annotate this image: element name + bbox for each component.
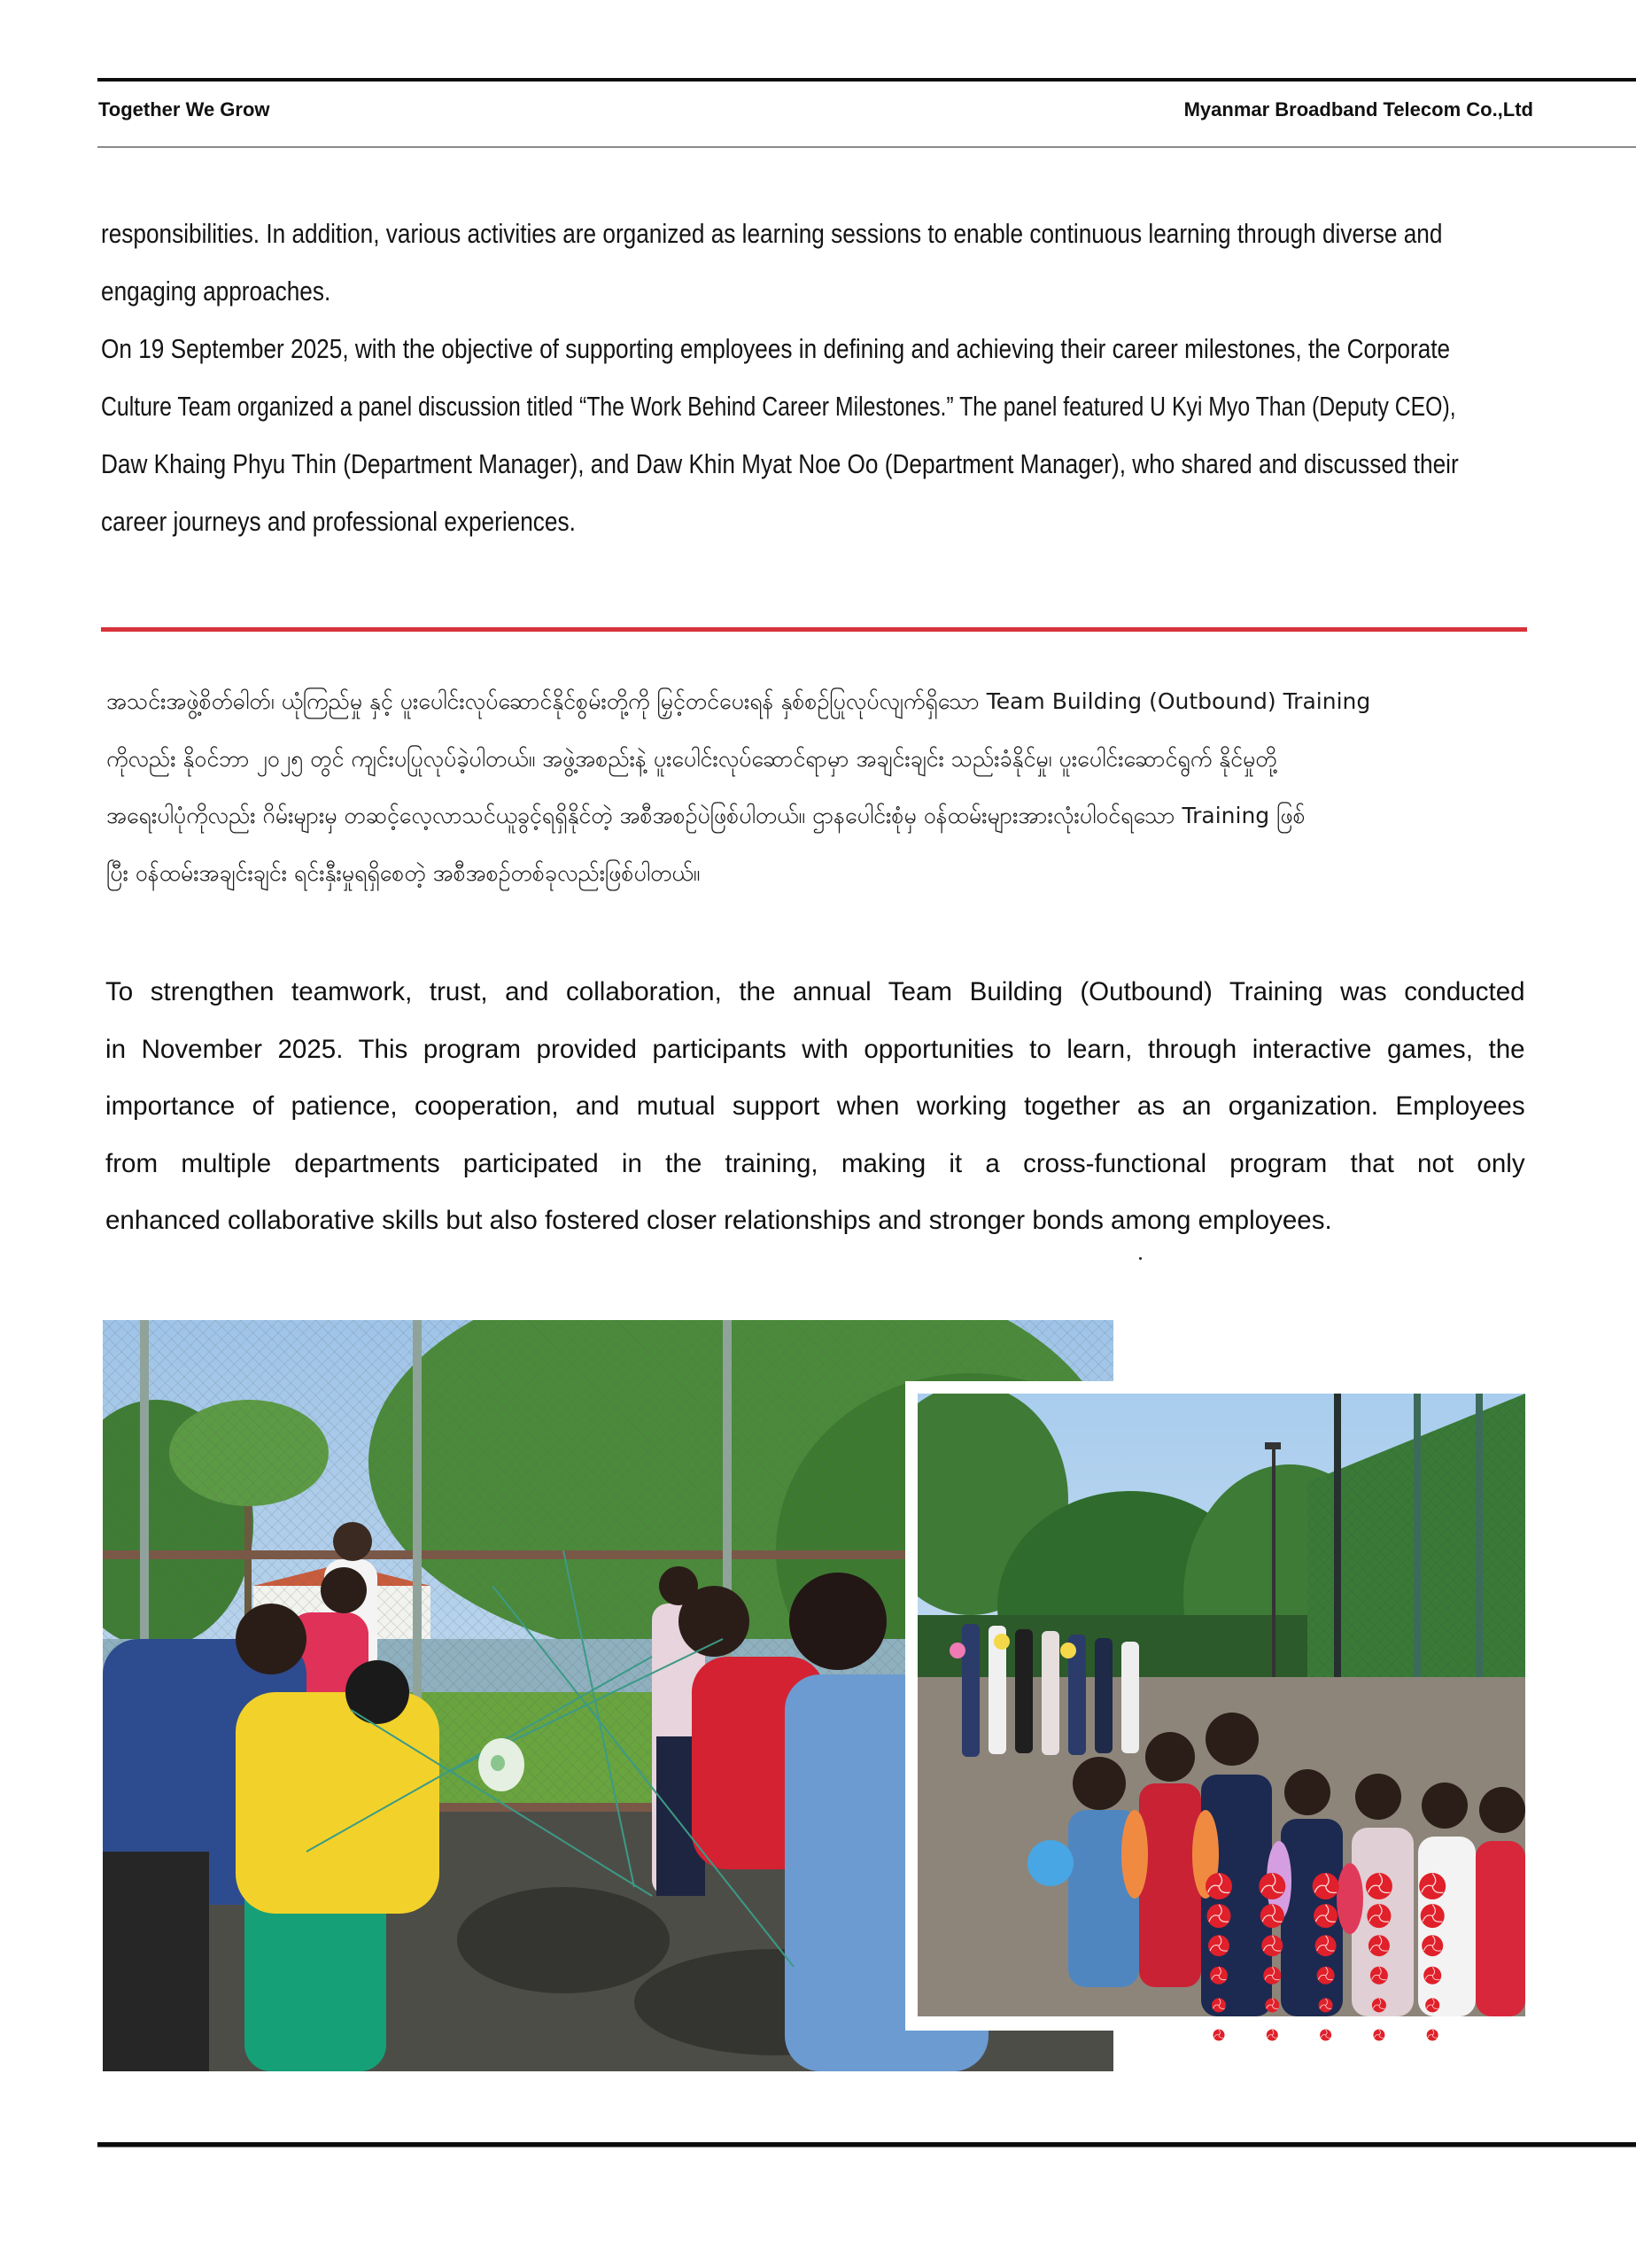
swirl-dot-icon: [1267, 2030, 1278, 2041]
swirl-dot-icon: [1366, 1873, 1392, 1899]
header-company-name: Myanmar Broadband Telecom Co.,Ltd: [1183, 98, 1533, 120]
section-divider-red: [101, 627, 1527, 632]
swirl-dot-icon: [1369, 1935, 1390, 1956]
intro-line: career journeys and professional experiences.: [101, 506, 576, 537]
myanmar-line: ပြီး ဝန်ထမ်းအချင်းချင်း ရင်းနှီးမှုရရှိစေတဲ့ အစီအစဉ်တစ်ခုလည်းဖြစ်ပါတယ်။: [106, 859, 701, 886]
english-line: To strengthen teamwork, trust, and collaboration, the annual Team Building (Outbound) Training was conducted: [105, 977, 1525, 1006]
swirl-dot-icon: [1373, 2030, 1384, 2041]
myanmar-line: အသင်းအဖွဲ့စိတ်ဓါတ်၊ ယုံကြည်မှု နှင့် ပူးပေါင်းလုပ်ဆောင်နိုင်စွမ်းတို့ကို မြှင့်တင်ပေးရန် နှစ်စဉ်ပြုလုပ်လျက်ရှိသော Team Building (Outbound) Training: [106, 688, 1371, 714]
swirl-dot-icon: [1315, 1935, 1337, 1956]
swirl-dot-icon: [1210, 1967, 1228, 1984]
swirl-dot-icon: [1422, 1935, 1443, 1956]
swirl-dot-icon: [1372, 1998, 1386, 2012]
swirl-dot-icon: [1427, 2030, 1438, 2041]
swirl-dot-icon: [1423, 1967, 1441, 1984]
swirl-dot-icon: [1320, 2030, 1331, 2041]
swirl-dot-icon: [1208, 1935, 1229, 1956]
swirl-dot-icon: [1319, 1998, 1333, 2012]
intro-line: engaging approaches.: [101, 276, 331, 307]
intro-line: Daw Khaing Phyu Thin (Department Manager), and Daw Khin Myat Noe Oo (Department Manager), who shared and discussed their: [101, 448, 1459, 479]
intro-line: On 19 September 2025, with the objective of supporting employees in defining and achieving their career milestones, the Corporate: [101, 333, 1451, 364]
myanmar-line: ကိုလည်း နိုဝင်ဘာ ၂၀၂၅ တွင် ကျင်းပပြုလုပ်ခဲ့ပါတယ်။ အဖွဲ့အစည်းနဲ့ ပူးပေါင်းလုပ်ဆောင်ရာမှာ အချင်းချင်း သည်းခံနိုင်မှု၊ ပူးပေါင်းဆောင်ရွက် နိုင်မှုတို့: [106, 745, 1277, 772]
swirl-dot-icon: [1313, 1873, 1339, 1899]
swirl-dot-icon: [1260, 1904, 1284, 1928]
english-line: in November 2025. This program provided participants with opportunities to learn, through interactive games, the: [105, 1034, 1525, 1064]
header-slogan: Together We Grow: [98, 98, 270, 120]
intro-line: responsibilities. In addition, various activities are organized as learning sessions to enable continuous learning through diverse and: [101, 218, 1443, 249]
decorative-dot-grid: [1192, 1860, 1458, 2054]
footer-rule: [97, 2142, 1636, 2148]
header-top-rule: [97, 78, 1636, 82]
swirl-dot-icon: [1421, 1904, 1445, 1928]
intro-line: Culture Team organized a panel discussion titled “The Work Behind Career Milestones.” The panel featured U Kyi Myo Than (Deputy CEO),: [101, 391, 1456, 422]
myanmar-line: အရေးပါပုံကိုလည်း ဂိမ်းများမှ တဆင့်လေ့လာသင်ယူခွင့်ရရှိနိုင်တဲ့ အစီအစဉ်ပဲဖြစ်ပါတယ်။ ဌာနပေါင်းစုံမှ ဝန်ထမ်းများအားလုံးပါဝင်ရသော Training ဖြစ်: [106, 803, 1306, 828]
swirl-dot-icon: [1207, 1904, 1231, 1928]
english-line: enhanced collaborative skills but also fostered closer relationships and stronger bonds among employees.: [105, 1206, 1332, 1235]
swirl-dot-icon: [1263, 1967, 1281, 1984]
swirl-dot-icon: [1425, 1998, 1439, 2012]
swirl-dot-icon: [1259, 1873, 1285, 1899]
swirl-dot-icon: [1419, 1873, 1446, 1899]
english-paragraph: [105, 975, 1525, 1262]
english-line: importance of patience, cooperation, and mutual support when working together as an organization. Employees: [105, 1091, 1525, 1121]
swirl-dot-icon: [1265, 1998, 1279, 2012]
swirl-dot-icon: [1212, 1998, 1226, 2012]
header-bottom-rule: [97, 146, 1636, 148]
stray-dot: [1139, 1257, 1142, 1260]
swirl-dot-icon: [1314, 1904, 1337, 1928]
english-line: from multiple departments participated in the training, making it a cross-functional program that not only: [105, 1148, 1525, 1178]
swirl-dot-icon: [1370, 1967, 1388, 1984]
swirl-dot-icon: [1213, 2030, 1225, 2041]
swirl-dot-icon: [1317, 1967, 1335, 1984]
swirl-dot-icon: [1367, 1904, 1391, 1928]
myanmar-paragraph: [106, 684, 1527, 913]
swirl-dot-icon: [1206, 1873, 1232, 1899]
swirl-dot-icon: [1261, 1935, 1283, 1956]
